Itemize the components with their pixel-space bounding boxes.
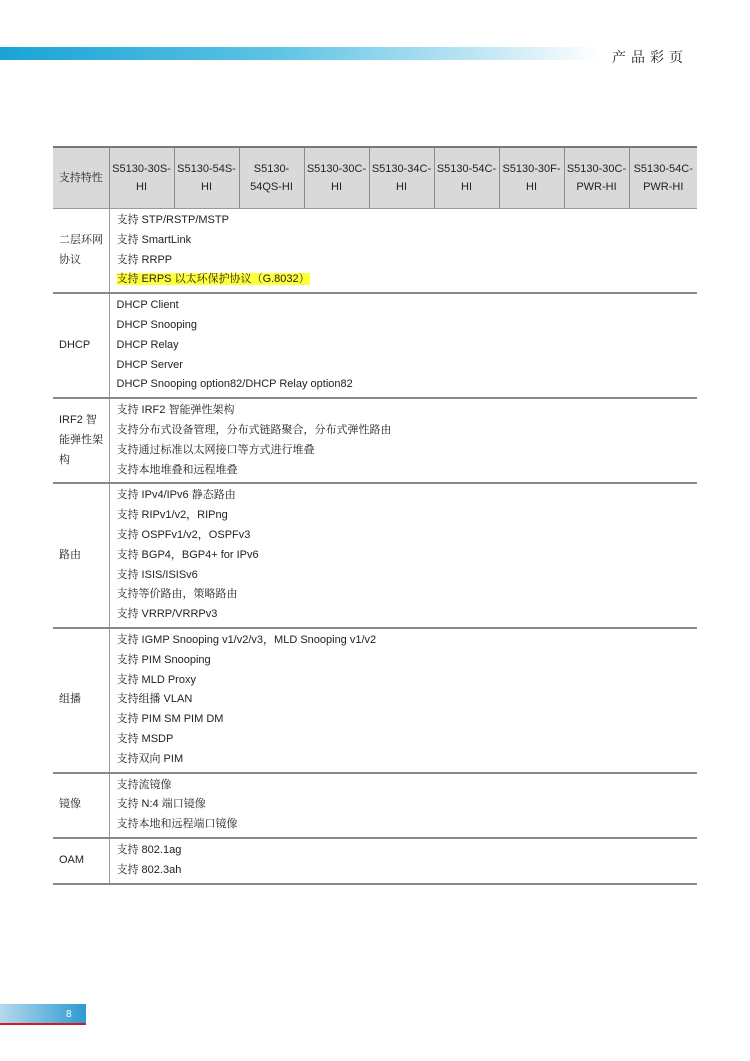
feature-item: 支持 OSPFv1/v2，OSPFv3 bbox=[116, 528, 251, 541]
header-cell: S5130-30C-PWR-HI bbox=[564, 147, 629, 209]
items-cell bbox=[109, 628, 697, 773]
feature-item: 支持流镜像 bbox=[116, 778, 172, 791]
table-row bbox=[53, 398, 697, 483]
category-cell: IRF2 智能弹性架构 bbox=[53, 398, 109, 483]
highlight-mark: 支持 ERPS 以太环保护协议（G.8032） bbox=[116, 273, 310, 286]
table-row bbox=[53, 628, 697, 773]
header-cell: S5130-54C-PWR-HI bbox=[629, 147, 697, 209]
feature-item: 支持分布式设备管理，分布式链路聚合，分布式弹性路由 bbox=[116, 423, 392, 436]
category-cell: OAM bbox=[53, 838, 109, 884]
category-cell: 镜像 bbox=[53, 773, 109, 838]
table-row bbox=[53, 209, 697, 294]
feature-item: 支持 IRF2 智能弹性架构 bbox=[116, 404, 235, 417]
header-gradient-bar bbox=[0, 47, 600, 60]
table-row bbox=[53, 483, 697, 628]
feature-item: 支持 RIPv1/v2，RIPng bbox=[116, 509, 228, 522]
header-cell: S5130-54S-HI bbox=[174, 147, 239, 209]
feature-item: DHCP Snooping option82/DHCP Relay option82 bbox=[116, 378, 353, 391]
header-cell: S5130-34C-HI bbox=[369, 147, 434, 209]
feature-item: 支持 IGMP Snooping v1/v2/v3，MLD Snooping v1/v2 bbox=[116, 633, 377, 646]
header-cell: S5130-30C-HI bbox=[304, 147, 369, 209]
category-cell: 二层环网协议 bbox=[53, 209, 109, 294]
feature-item: DHCP Client bbox=[116, 299, 179, 312]
table-row bbox=[53, 838, 697, 884]
header-cell: 支持特性 bbox=[53, 147, 109, 209]
feature-item: 支持本地和远程端口镜像 bbox=[116, 818, 238, 831]
page-number: 8 bbox=[66, 1009, 72, 1020]
table-header-row bbox=[53, 147, 697, 209]
feature-item: DHCP Relay bbox=[116, 338, 179, 351]
feature-item: 支持 MLD Proxy bbox=[116, 673, 196, 686]
category-cell: 路由 bbox=[53, 483, 109, 628]
items-cell bbox=[109, 398, 697, 483]
feature-item: 支持通过标准以太网接口等方式进行堆叠 bbox=[116, 443, 315, 456]
category-cell: DHCP bbox=[53, 293, 109, 398]
feature-item: DHCP Server bbox=[116, 358, 183, 371]
category-cell: 组播 bbox=[53, 628, 109, 773]
feature-item: 支持 MSDP bbox=[116, 732, 174, 745]
feature-item: 支持 SmartLink bbox=[116, 233, 192, 246]
feature-item: 支持 PIM SM PIM DM bbox=[116, 713, 224, 726]
header-cell: S5130-30F-HI bbox=[499, 147, 564, 209]
feature-item: 支持双向 PIM bbox=[116, 752, 184, 765]
feature-item-highlighted bbox=[117, 270, 694, 290]
header-cell: S5130-54QS-HI bbox=[239, 147, 304, 209]
feature-item: 支持 IPv4/IPv6 静态路由 bbox=[116, 489, 236, 502]
items-cell bbox=[109, 483, 697, 628]
feature-item: 支持 STP/RSTP/MSTP bbox=[116, 214, 229, 226]
footer-red-line bbox=[0, 1023, 86, 1025]
items-cell bbox=[109, 838, 697, 884]
feature-item: 支持 VRRP/VRRPv3 bbox=[116, 608, 218, 621]
feature-item: 支持 RRPP bbox=[116, 253, 173, 266]
feature-item: 支持 802.1ag bbox=[116, 843, 182, 856]
feature-item: 支持 802.3ah bbox=[116, 863, 182, 876]
feature-item: 支持本地堆叠和远程堆叠 bbox=[116, 463, 238, 476]
feature-item: 支持组播 VLAN bbox=[116, 693, 193, 706]
feature-item: 支持 PIM Snooping bbox=[116, 653, 211, 666]
feature-item: 支持 ISIS/ISISv6 bbox=[116, 568, 198, 581]
items-cell bbox=[109, 209, 697, 294]
feature-item: DHCP Snooping bbox=[116, 318, 198, 331]
header-cell: S5130-54C-HI bbox=[434, 147, 499, 209]
items-cell bbox=[109, 293, 697, 398]
feature-item: 支持 BGP4，BGP4+ for IPv6 bbox=[116, 548, 259, 561]
header-cell: S5130-30S-HI bbox=[109, 147, 174, 209]
footer-page-box bbox=[0, 1004, 86, 1025]
table-row bbox=[53, 293, 697, 398]
feature-item: 支持等价路由，策略路由 bbox=[116, 588, 238, 601]
feature-item: 支持 N:4 端口镜像 bbox=[116, 798, 206, 811]
items-cell bbox=[109, 773, 697, 838]
page-header-title: 产品彩页 bbox=[612, 49, 688, 65]
table-row bbox=[53, 773, 697, 838]
spec-table bbox=[53, 146, 697, 885]
